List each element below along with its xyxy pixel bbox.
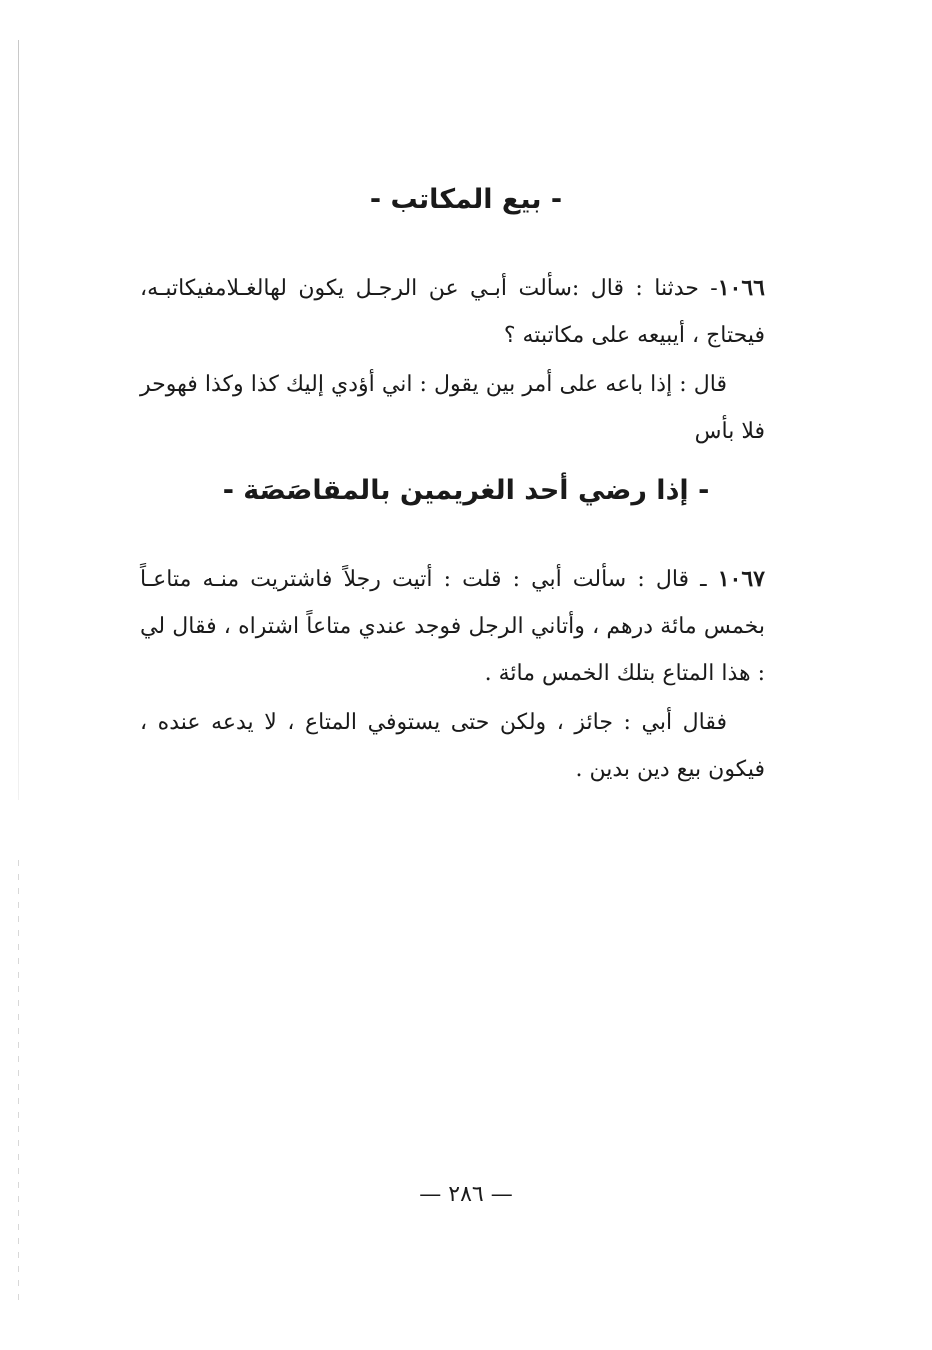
- entry-question-text: - حدثنا : قال :سألت أبـي عن الرجـل يكون لهالغـلامفيكاتبـه، فيحتاج ، أيبيعه على مكاتبته ؟: [140, 276, 765, 348]
- entry-question-text: ـ قال : سألت أبي : قلت : أتيت رجلاً فاشتريت منـه متاعـاً بخمس مائة درهم ، وأتاني الرجل فوجد عندي متاعاً اشتراه ، فقال لي : هذا المتاع بتلك الخمس مائة .: [140, 567, 765, 686]
- entry-1066: [140, 265, 765, 455]
- scan-edge-line: [18, 40, 19, 800]
- entry-1066-question: [140, 265, 765, 359]
- entry-number: ١٠٦٦: [717, 275, 765, 301]
- page-number: — ٢٨٦ —: [419, 1182, 513, 1207]
- entry-1066-answer: قال : إذا باعه على أمر بين يقول : اني أؤدي إليك كذا وكذا فهوحر فلا بأس: [140, 372, 765, 444]
- entry-1067-question: [140, 556, 765, 697]
- scan-edge-line-lower: [18, 860, 19, 1300]
- entry-number: ١٠٦٧: [717, 566, 765, 592]
- section-heading-mukatab-sale: - بيع المكاتب -: [369, 184, 563, 215]
- entry-1067: [140, 556, 765, 793]
- section-heading-muqassa: - إذا رضي أحد الغريمين بالمقاصَصَة -: [222, 475, 710, 506]
- entry-1067-answer: فقال أبي : جائز ، ولكن حتى يستوفي المتاع ، لا يدعه عنده ، فيكون بيع دين بدين .: [140, 710, 765, 782]
